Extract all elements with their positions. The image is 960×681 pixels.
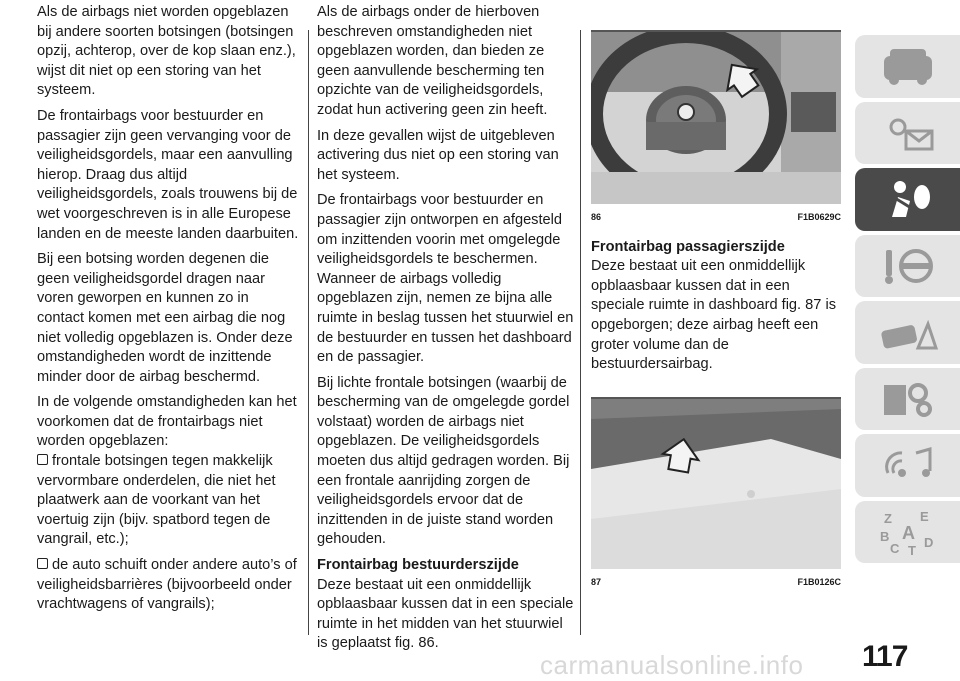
svg-text:A: A — [901, 522, 915, 543]
airbag-seatbelt-icon — [878, 177, 938, 221]
paragraph: De frontairbags voor bestuurder en passagier zijn ontworpen en afgesteld om inzittenden voorin met omgelegde veiligheidsgordels te beschermen. Wanneer de airbags volledig opgeblazen zijn, nemen ze bijna alle ruimte in beslag tussen het stuurwiel en de bestuurder en tussen het dashboard en de passagier. — [317, 192, 574, 366]
steering-key-icon — [878, 244, 938, 288]
bullet-square-icon — [37, 454, 48, 465]
text-column-3 — [591, 30, 843, 592]
tab-dashboard[interactable] — [855, 35, 960, 98]
tab-multimedia[interactable] — [855, 434, 960, 497]
tab-emergency[interactable] — [855, 301, 960, 364]
svg-text:E: E — [919, 508, 929, 524]
tab-maintenance[interactable] — [855, 368, 960, 431]
svg-text:Z: Z — [883, 510, 892, 526]
chapter-tabs — [855, 35, 960, 567]
maintenance-gears-icon — [878, 377, 938, 421]
steering-wheel-illustration — [591, 32, 841, 204]
figure-87 — [591, 397, 841, 593]
section-heading: Frontairbag bestuurderszijde — [317, 557, 519, 574]
figure-caption: 86 F1B0629C — [591, 212, 841, 222]
paragraph: Als de airbags niet worden opgeblazen bij andere soorten botsingen (botsingen opzij, achterop, over de kop slaan enz.), wijst dit niet op een storing van het systeem. — [37, 4, 296, 99]
watermark: carmanualsonline.info — [540, 650, 804, 680]
bullet-square-icon — [37, 558, 48, 569]
svg-text:B: B — [879, 528, 889, 544]
tab-safety[interactable] — [855, 168, 960, 231]
tab-starting-driving[interactable] — [855, 235, 960, 298]
multimedia-icon — [878, 443, 938, 487]
paragraph: In deze gevallen wijst de uitgebleven activering dus niet op een storing van het systeem. — [317, 127, 559, 183]
bullet-item: de auto schuift onder andere auto’s of veiligheidsbarrières (bijvoorbeeld onder vrachtwagens of vangrails); — [37, 557, 297, 613]
paragraph: Bij een botsing worden degenen die geen veiligheidsgordel dragen naar voren geworpen en kunnen zo in contact komen met een airbag die nog niet volledig opgeblazen is. Onder deze omstandigheden wordt de inzittende minder door de airbag beschermd. — [37, 251, 293, 385]
warning-lights-icon — [878, 111, 938, 155]
car-dashboard-icon — [878, 44, 938, 88]
svg-text:D: D — [923, 534, 933, 550]
car-breakdown-icon — [878, 310, 938, 354]
tab-warning-lights[interactable] — [855, 102, 960, 165]
dashboard-illustration — [591, 399, 841, 569]
figure-caption: 87 F1B0126C — [591, 576, 841, 587]
index-letters-icon — [878, 507, 938, 557]
paragraph: De frontairbags voor bestuurder en passagier zijn geen vervanging voor de veiligheidsgordels, maar een aanvulling hierop. Draag dus altijd veiligheidsgordels, zoals trouwens bij de wet voorgeschreven is in alle Europese landen en de meeste landen daarbuiten. — [37, 107, 299, 242]
svg-text:C: C — [889, 540, 899, 556]
paragraph: Deze bestaat uit een onmiddellijk opblaasbaar kussen dat in een speciale ruimte in het midden van het stuurwiel is geplaatst fig. 86. — [317, 576, 574, 652]
paragraph: Deze bestaat uit een onmiddellijk opblaasbaar kussen dat in een speciale ruimte in dashboard fig. 87 is opgeborgen; deze airbag heeft een groter volume dan de bestuurdersairbag. — [591, 258, 836, 373]
text-column-1 — [37, 3, 299, 621]
tab-index[interactable] — [855, 501, 960, 564]
paragraph: In de volgende omstandigheden kan het voorkomen dat de frontairbags niet worden opgeblazen: — [37, 394, 297, 450]
paragraph: Bij lichte frontale botsingen (waarbij de bescherming van de omgelegde gordel volstaat) worden de airbags niet opgeblazen. De veiligheidsgordels moeten dus altijd gedragen worden. Bij een frontale aanrijding zorgen de veiligheidsgordels ervoor dat de inzittenden in de juiste stand worden gehouden. — [317, 374, 570, 548]
section-heading: Frontairbag passagierszijde — [591, 238, 785, 255]
svg-text:T: T — [907, 542, 916, 557]
column-divider — [580, 30, 581, 635]
column-divider — [308, 30, 309, 635]
steering-wheel-image — [591, 30, 841, 204]
page-number: 117 — [862, 640, 908, 673]
dashboard-image — [591, 397, 841, 569]
text-column-2 — [317, 3, 575, 660]
bullet-item: frontale botsingen tegen makkelijk vervormbare onderdelen, die niet het plaatwerk aan de voorkant van het voertuig zijn (bijv. spatbord tegen de vangrail, etc.); — [37, 453, 276, 548]
figure-86 — [591, 30, 841, 228]
paragraph: Als de airbags onder de hierboven beschreven omstandigheden niet opgeblazen worden, dan bieden ze geen aanvullende bescherming ten opzichte van de veiligheidsgordels, zodat hun activering geen zin heeft. — [317, 4, 548, 118]
